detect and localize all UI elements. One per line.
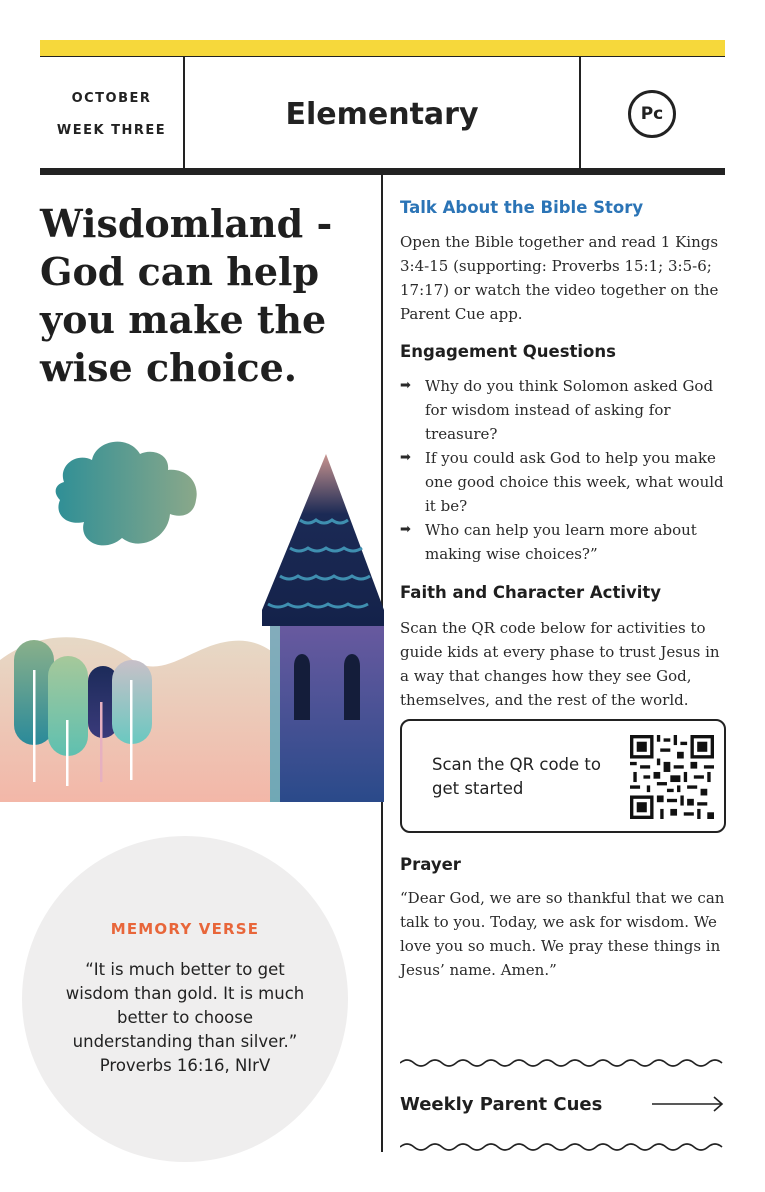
faith-body: Scan the QR code below for activities to guide kids at every phase to trust Jesus in a way that changes how they see God, themselves, and the rest of the world. (400, 619, 720, 709)
header-week: WEEK THREE (56, 123, 167, 138)
header (40, 56, 725, 169)
qr-instruction: Scan the QR code to get started (432, 755, 601, 798)
talk-body: Open the Bible together and read 1 Kings 3:4-15 (supporting: Proverbs 15:1; 3:5-6; 17:17) or watch the video together on the Parent Cue app. (400, 233, 719, 323)
arrow-right-icon[interactable] (650, 1094, 726, 1114)
engagement-list (400, 374, 725, 566)
header-rule (40, 168, 725, 175)
memory-verse-card (22, 836, 348, 1162)
page-title: Wisdomland - God can help you make the wise choice. (40, 201, 333, 390)
top-accent-bar (40, 40, 725, 56)
wavy-divider (400, 1140, 725, 1154)
header-month: OCTOBER (71, 91, 152, 106)
header-title: Elementary (285, 97, 479, 132)
wavy-divider (400, 1056, 725, 1070)
parent-cue-logo-icon: Pc (628, 90, 676, 138)
prayer-heading: Prayer (400, 855, 461, 874)
header-divider (579, 57, 581, 169)
qr-card[interactable] (400, 719, 726, 833)
talk-heading: Talk About the Bible Story (400, 198, 644, 217)
memory-verse-text (60, 958, 310, 1078)
faith-heading: Faith and Character Activity (400, 583, 662, 602)
prayer-body: “Dear God, we are so thankful that we can talk to you. Today, we ask for wisdom. We love you so much. We pray these things in Jesus’ name. Amen.” (400, 889, 725, 979)
weekly-parent-cues-link[interactable]: Weekly Parent Cues (400, 1094, 603, 1115)
arrow-bullet-icon: ➡ (400, 378, 411, 393)
arrow-bullet-icon: ➡ (400, 450, 411, 465)
memory-verse-reference: Proverbs 16:16, NIrV (99, 1056, 271, 1075)
engagement-question: ➡ If you could ask God to help you make one good choice this week, what would it be? (400, 446, 725, 518)
engagement-question: ➡ Why do you think Solomon asked God for wisdom instead of asking for treasure? (400, 374, 725, 446)
engagement-heading: Engagement Questions (400, 342, 616, 361)
arrow-bullet-icon: ➡ (400, 522, 411, 537)
qr-code-icon[interactable] (630, 735, 714, 819)
memory-verse-quote: “It is much better to get wisdom than gold. It is much better to choose understanding than silver.” (65, 960, 305, 1051)
engagement-question: ➡ Who can help you learn more about making wise choices?” (400, 518, 725, 566)
castle-landscape-illustration (0, 430, 384, 802)
memory-verse-heading: MEMORY VERSE (110, 920, 260, 938)
